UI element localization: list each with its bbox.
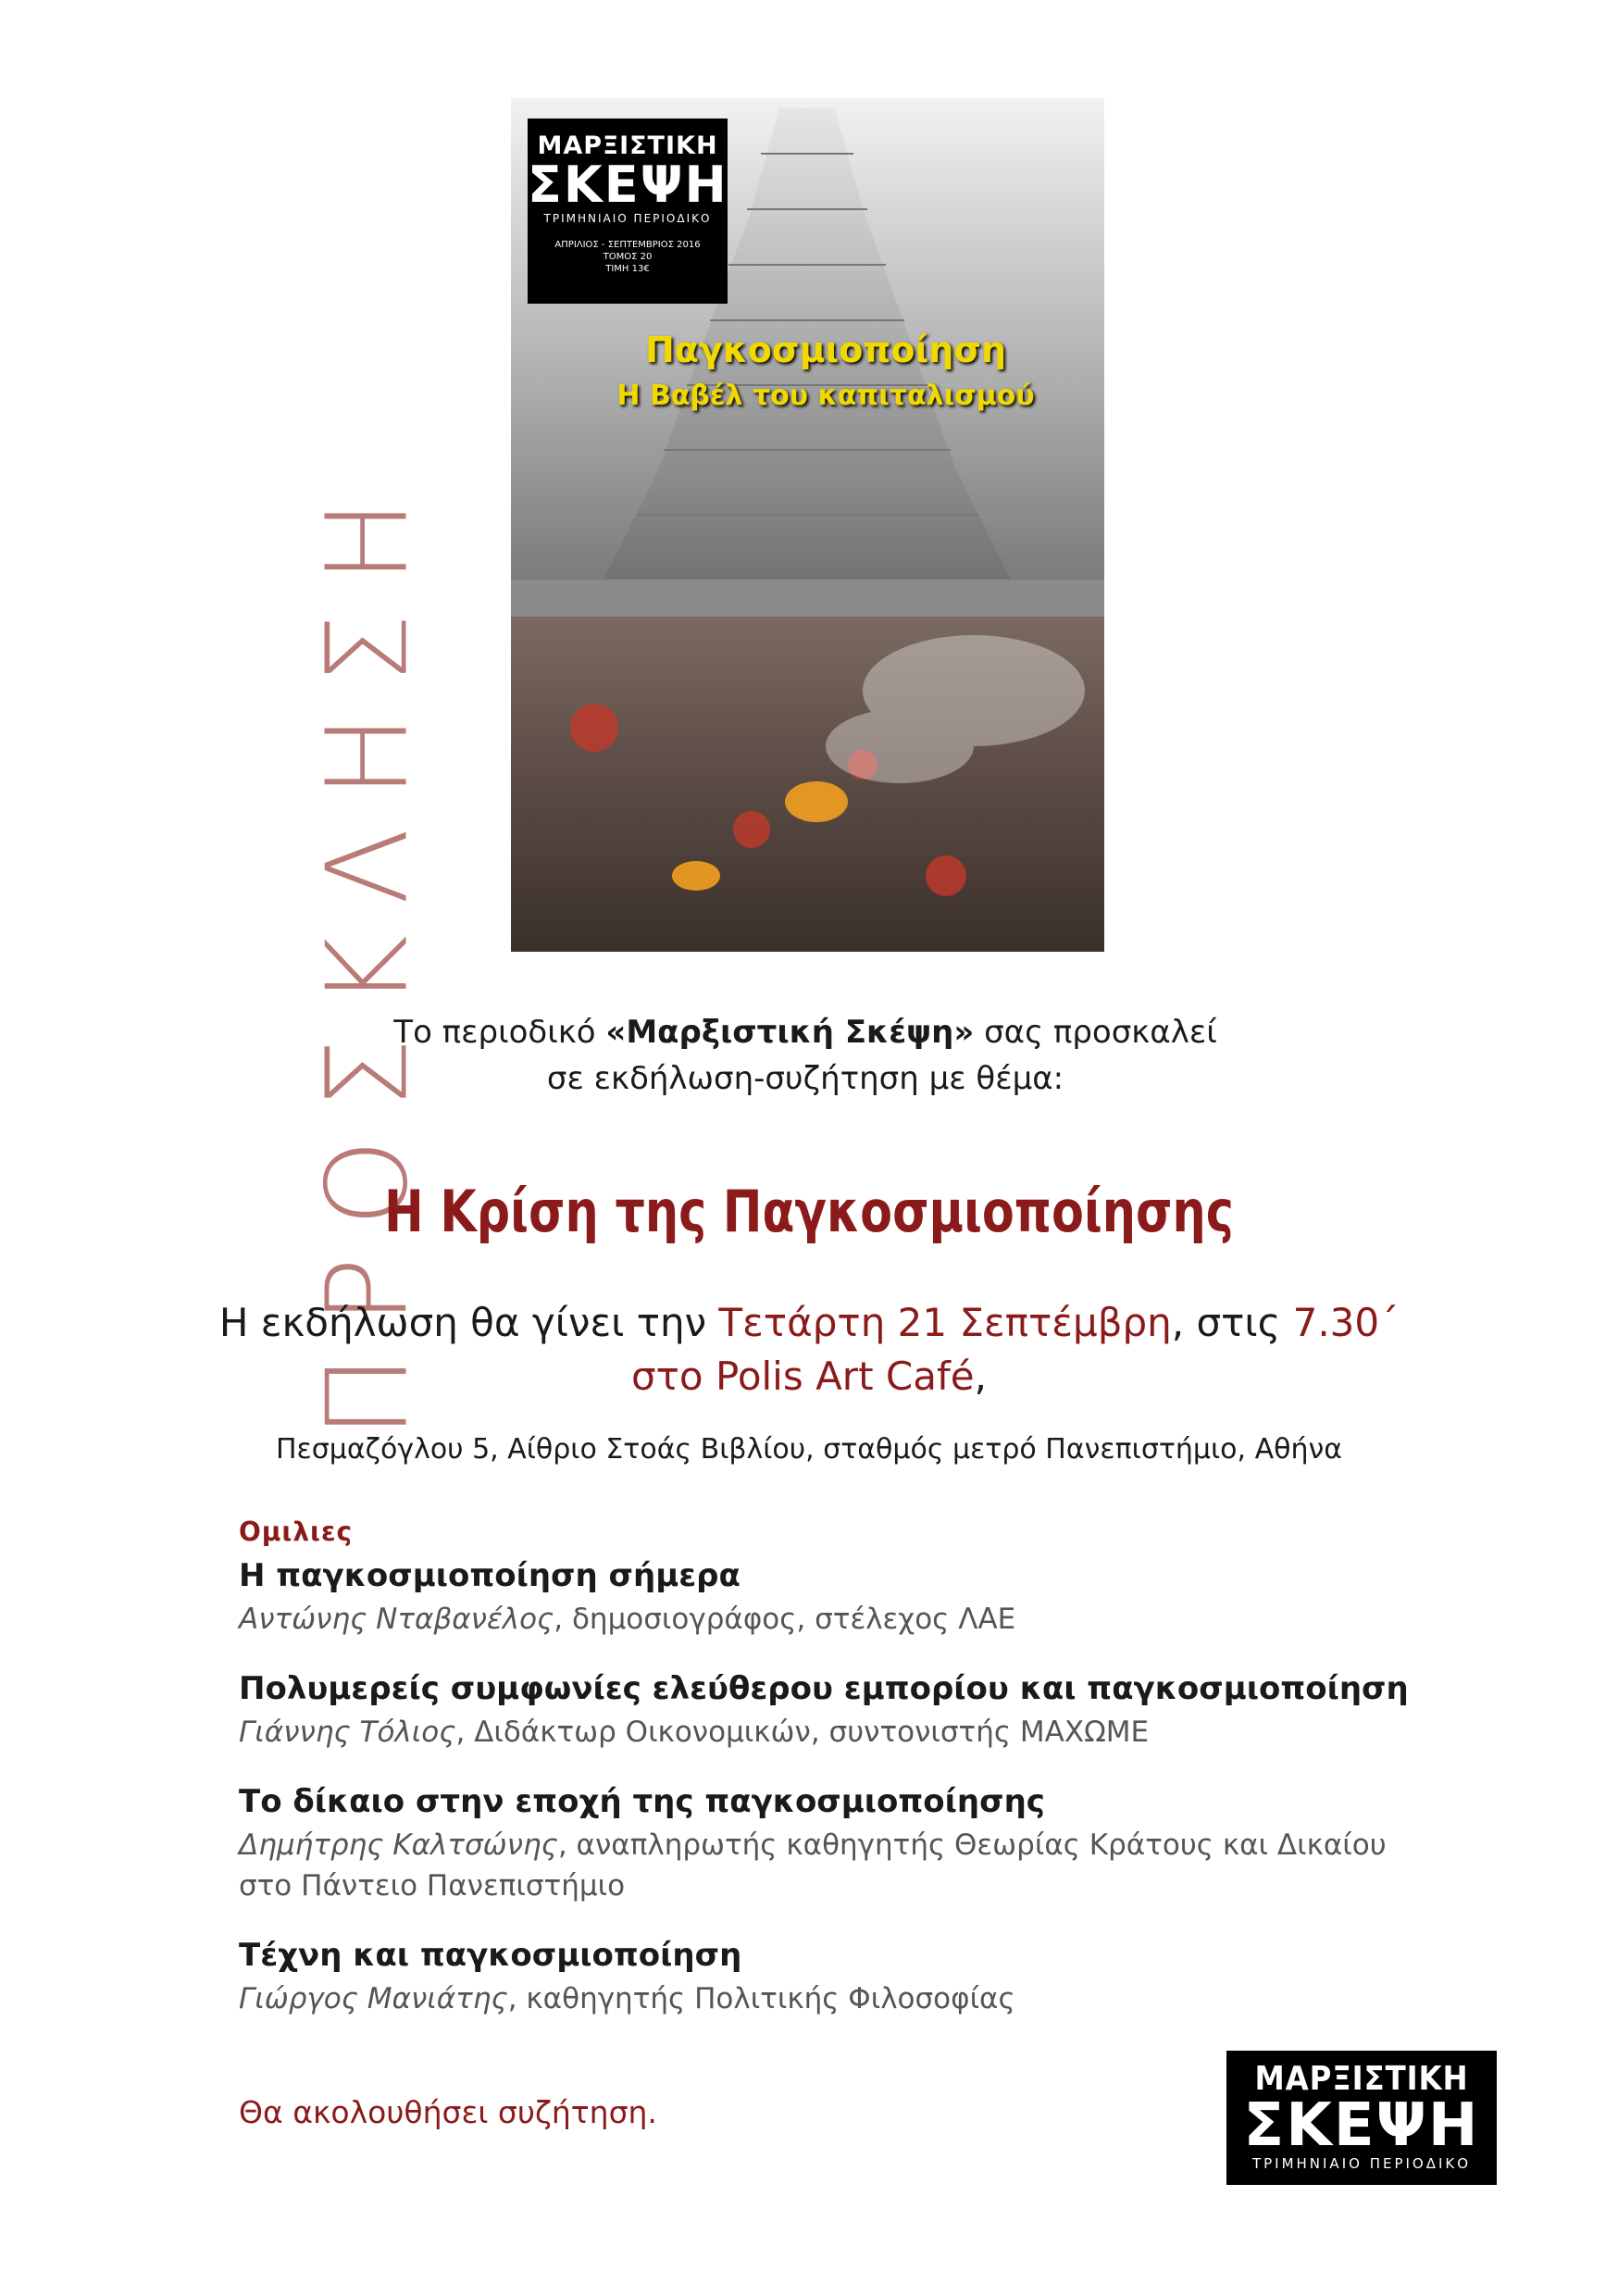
speaker-role: , καθηγητής Πολιτικής Φιλοσοφίας <box>507 1982 1015 2015</box>
talk-speaker <box>239 1978 1442 2019</box>
speaker-name: Δημήτρης Καλτσώνης <box>239 1828 558 1862</box>
cover-title-block <box>548 330 1103 412</box>
event-when <box>167 1296 1451 1404</box>
cover-logo-line1: ΜΑΡΞΙΣΤΙΚΗ <box>537 131 718 160</box>
when-line2 <box>167 1350 1451 1404</box>
vertical-title-text: ΠΡΟΣΚΛΗΣΗ <box>304 468 433 1439</box>
intro-part1: Το περιοδικό <box>393 1014 606 1051</box>
event-title: Η Κρίση της Παγκοσμιοποίησης <box>384 1178 1234 1245</box>
logo-line2: ΣΚΕΨΗ <box>1243 2091 1480 2160</box>
speaker-name: Γιάννης Τόλιος <box>239 1716 456 1749</box>
when-mid: , στις <box>1171 1300 1293 1345</box>
talk-item <box>239 1778 1442 1906</box>
cover-volume: ΤΟΜΟΣ 20 <box>603 252 653 262</box>
when-line1 <box>167 1296 1451 1350</box>
event-date: Τετάρτη 21 Σεπτέμβρη <box>718 1300 1172 1345</box>
cover-issue-dates: ΑΠΡΙΛΙΟΣ - ΣΕΠΤΕΜΒΡΙΟΣ 2016 <box>554 240 701 250</box>
cover-masthead <box>528 119 728 304</box>
speaker-role-line2: στο Πάντειο Πανεπιστήμιο <box>239 1869 626 1903</box>
speaker-role: , Διδάκτωρ Οικονομικών, συντονιστής ΜΑΧΩΜΕ <box>455 1716 1150 1749</box>
talk-speaker <box>239 1825 1442 1866</box>
talk-item <box>239 1932 1442 2019</box>
speaker-name: Γιώργος Μανιάτης <box>239 1982 508 2015</box>
cover-title: Παγκοσμιοποίηση <box>644 330 1007 370</box>
logo-line3: ΤΡΙΜΗΝΙΑΙΟ ΠΕΡΙΟΔΙΚΟ <box>1251 2155 1472 2172</box>
closing-note: Θα ακολουθήσει συζήτηση. <box>239 2094 657 2130</box>
speaker-role: , αναπληρωτής καθηγητής Θεωρίας Κράτους και Δικαίου <box>557 1828 1387 1862</box>
talk-item <box>239 1553 1442 1640</box>
speaker-name: Αντώνης Νταβανέλος <box>239 1603 554 1636</box>
talk-item <box>239 1666 1442 1753</box>
speaker-role: , δημοσιογράφος, στέλεχος ΛΑΕ <box>554 1603 1016 1636</box>
talk-title: Πολυμερείς συμφωνίες ελεύθερου εμπορίου και παγκοσμιοποίηση <box>239 1670 1409 1707</box>
invitation-intro <box>305 1009 1305 1102</box>
event-venue: στο Polis Art Café <box>631 1354 975 1399</box>
intro-part2: σας προσκαλεί <box>974 1014 1217 1051</box>
journal-cover-image <box>511 98 1104 952</box>
cover-logo-line3: ΤΡΙΜΗΝΙΑΙΟ ΠΕΡΙΟΔΙΚΟ <box>543 212 712 225</box>
logo-line1: ΜΑΡΞΙΣΤΙΚΗ <box>1254 2060 1469 2098</box>
talks-header: Ομιλιες <box>239 1516 354 1547</box>
event-address: Πεσμαζόγλου 5, Αίθριο Στοάς Βιβλίου, σταθμός μετρό Πανεπιστήμιο, Αθήνα <box>276 1433 1342 1466</box>
cover-logo-line2: ΣΚΕΨΗ <box>528 156 728 214</box>
talk-title: Τέχνη και παγκοσμιοποίηση <box>239 1937 742 1974</box>
cover-subtitle: Η Βαβέλ του καπιταλισμού <box>616 380 1035 412</box>
venue-suffix: , <box>974 1354 987 1399</box>
journal-name: «Μαρξιστική Σκέψη» <box>605 1014 975 1051</box>
talks-section <box>239 1516 1442 2045</box>
event-time: 7.30΄ <box>1292 1300 1400 1345</box>
journal-logo <box>1226 2051 1497 2185</box>
talk-title: Το δίκαιο στην εποχή της παγκοσμιοποίησης <box>239 1783 1045 1820</box>
cover-price: ΤΙΜΗ 13€ <box>605 264 650 274</box>
intro-line2: σε εκδήλωση-συζήτηση με θέμα: <box>546 1060 1064 1097</box>
talk-title: Η παγκοσμιοποίηση σήμερα <box>239 1557 741 1594</box>
when-prefix: Η εκδήλωση θα γίνει την <box>218 1300 719 1345</box>
intro-line1 <box>305 1009 1305 1055</box>
talk-speaker <box>239 1599 1442 1640</box>
talk-speaker <box>239 1712 1442 1753</box>
